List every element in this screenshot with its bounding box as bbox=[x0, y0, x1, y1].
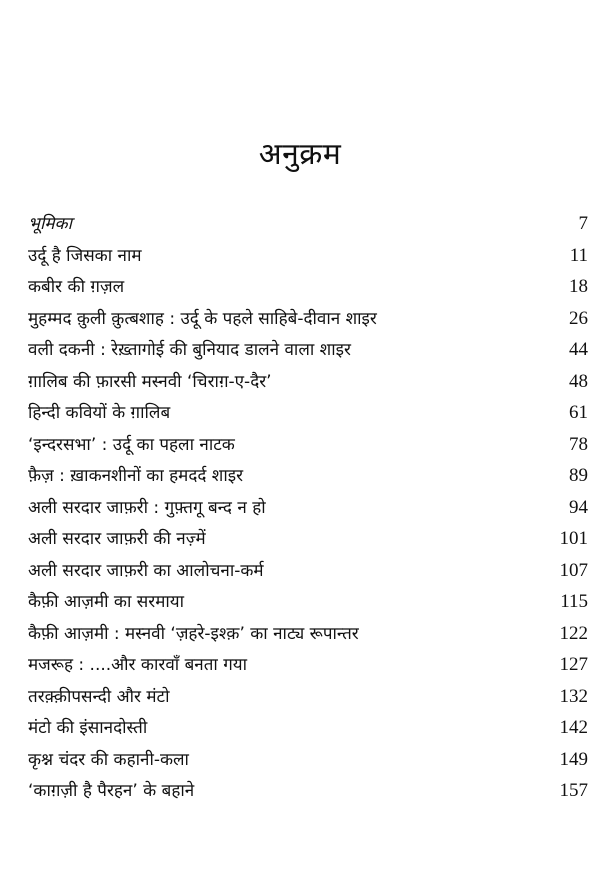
toc-entry-title: मुहम्मद क़ुली क़ुत्बशाह : उर्दू के पहले साहिबे-दीवान शाइर bbox=[28, 308, 377, 329]
toc-entry bbox=[28, 555, 588, 587]
toc-entry-page: 89 bbox=[569, 465, 588, 486]
toc-entry-title: अली सरदार जाफ़री : गुफ़्तगू बन्द न हो bbox=[28, 497, 266, 518]
toc-entry-page: 61 bbox=[569, 402, 588, 423]
toc-entry bbox=[28, 523, 588, 555]
toc-entry-title: भूमिका bbox=[28, 214, 72, 234]
toc-entry bbox=[28, 334, 588, 366]
toc-entry bbox=[28, 744, 588, 776]
toc-entry bbox=[28, 208, 588, 240]
toc-entry-title: कृश्न चंदर की कहानी-कला bbox=[28, 749, 189, 770]
toc-entry bbox=[28, 397, 588, 429]
toc-entry-title: ‘काग़ज़ी है पैरहन’ के बहाने bbox=[28, 781, 195, 801]
toc-entry-page: 149 bbox=[559, 748, 588, 770]
toc-entry bbox=[28, 586, 588, 618]
toc-entry-title: फ़ैज़ : ख़ाकनशीनों का हमदर्द शाइर bbox=[28, 466, 244, 486]
toc-entry-page: 94 bbox=[569, 496, 588, 518]
toc-entry bbox=[28, 775, 588, 807]
table-of-contents bbox=[28, 208, 588, 807]
toc-entry bbox=[28, 460, 588, 492]
toc-entry-page: 127 bbox=[559, 654, 588, 675]
toc-entry-page: 142 bbox=[559, 717, 588, 738]
toc-entry-title: कैफ़ी आज़मी : मस्नवी ‘ज़हरे-इश्क़’ का नाट्य रूपान्तर bbox=[28, 623, 359, 644]
toc-entry-page: 115 bbox=[560, 591, 588, 612]
page-title: अनुक्रम bbox=[258, 137, 342, 173]
toc-entry-title: वली दकनी : रेख़्तागोई की बुनियाद डालने वाला शाइर bbox=[28, 340, 351, 360]
toc-entry-title: मजरूह : ....और कारवाँ बनता गया bbox=[28, 655, 248, 675]
toc-entry bbox=[28, 681, 588, 713]
toc-entry-page: 101 bbox=[559, 528, 588, 549]
toc-entry bbox=[28, 712, 588, 744]
toc-entry-title: उर्दू है जिसका नाम bbox=[28, 245, 142, 266]
toc-entry-page: 132 bbox=[559, 685, 588, 707]
toc-entry bbox=[28, 303, 588, 335]
toc-entry bbox=[28, 618, 588, 650]
toc-entry-title: तरक़्क़ीपसन्दी और मंटो bbox=[28, 686, 170, 707]
toc-entry-title: हिन्दी कवियों के ग़ालिब bbox=[28, 403, 171, 423]
toc-entry-title: कैफ़ी आज़मी का सरमाया bbox=[28, 592, 185, 612]
toc-entry-title: ‘इन्दरसभा’ : उर्दू का पहला नाटक bbox=[28, 434, 235, 455]
toc-entry-page: 157 bbox=[559, 780, 588, 801]
toc-entry-page: 78 bbox=[569, 433, 588, 455]
toc-entry-page: 48 bbox=[569, 370, 588, 392]
toc-entry bbox=[28, 366, 588, 398]
toc-entry-title: अली सरदार जाफ़री का आलोचना-कर्म bbox=[28, 560, 264, 581]
toc-entry-title: ग़ालिब की फ़ारसी मस्नवी ‘चिराग़-ए-दैर’ bbox=[28, 371, 272, 392]
toc-entry bbox=[28, 492, 588, 524]
toc-entry bbox=[28, 271, 588, 303]
toc-entry-title: कबीर की ग़ज़ल bbox=[28, 277, 125, 297]
toc-entry-page: 26 bbox=[569, 307, 588, 329]
toc-entry bbox=[28, 429, 588, 461]
toc-entry-page: 44 bbox=[569, 339, 588, 360]
toc-entry-title: अली सरदार जाफ़री की नज़्में bbox=[28, 529, 206, 549]
toc-entry-title: मंटो की इंसानदोस्ती bbox=[28, 718, 148, 738]
toc-entry-page: 11 bbox=[569, 244, 588, 266]
toc-entry-page: 7 bbox=[578, 213, 588, 234]
toc-entry bbox=[28, 240, 588, 272]
toc-entry-page: 122 bbox=[559, 622, 588, 644]
toc-entry-page: 107 bbox=[559, 559, 588, 581]
toc-entry bbox=[28, 649, 588, 681]
toc-entry-page: 18 bbox=[569, 276, 588, 297]
